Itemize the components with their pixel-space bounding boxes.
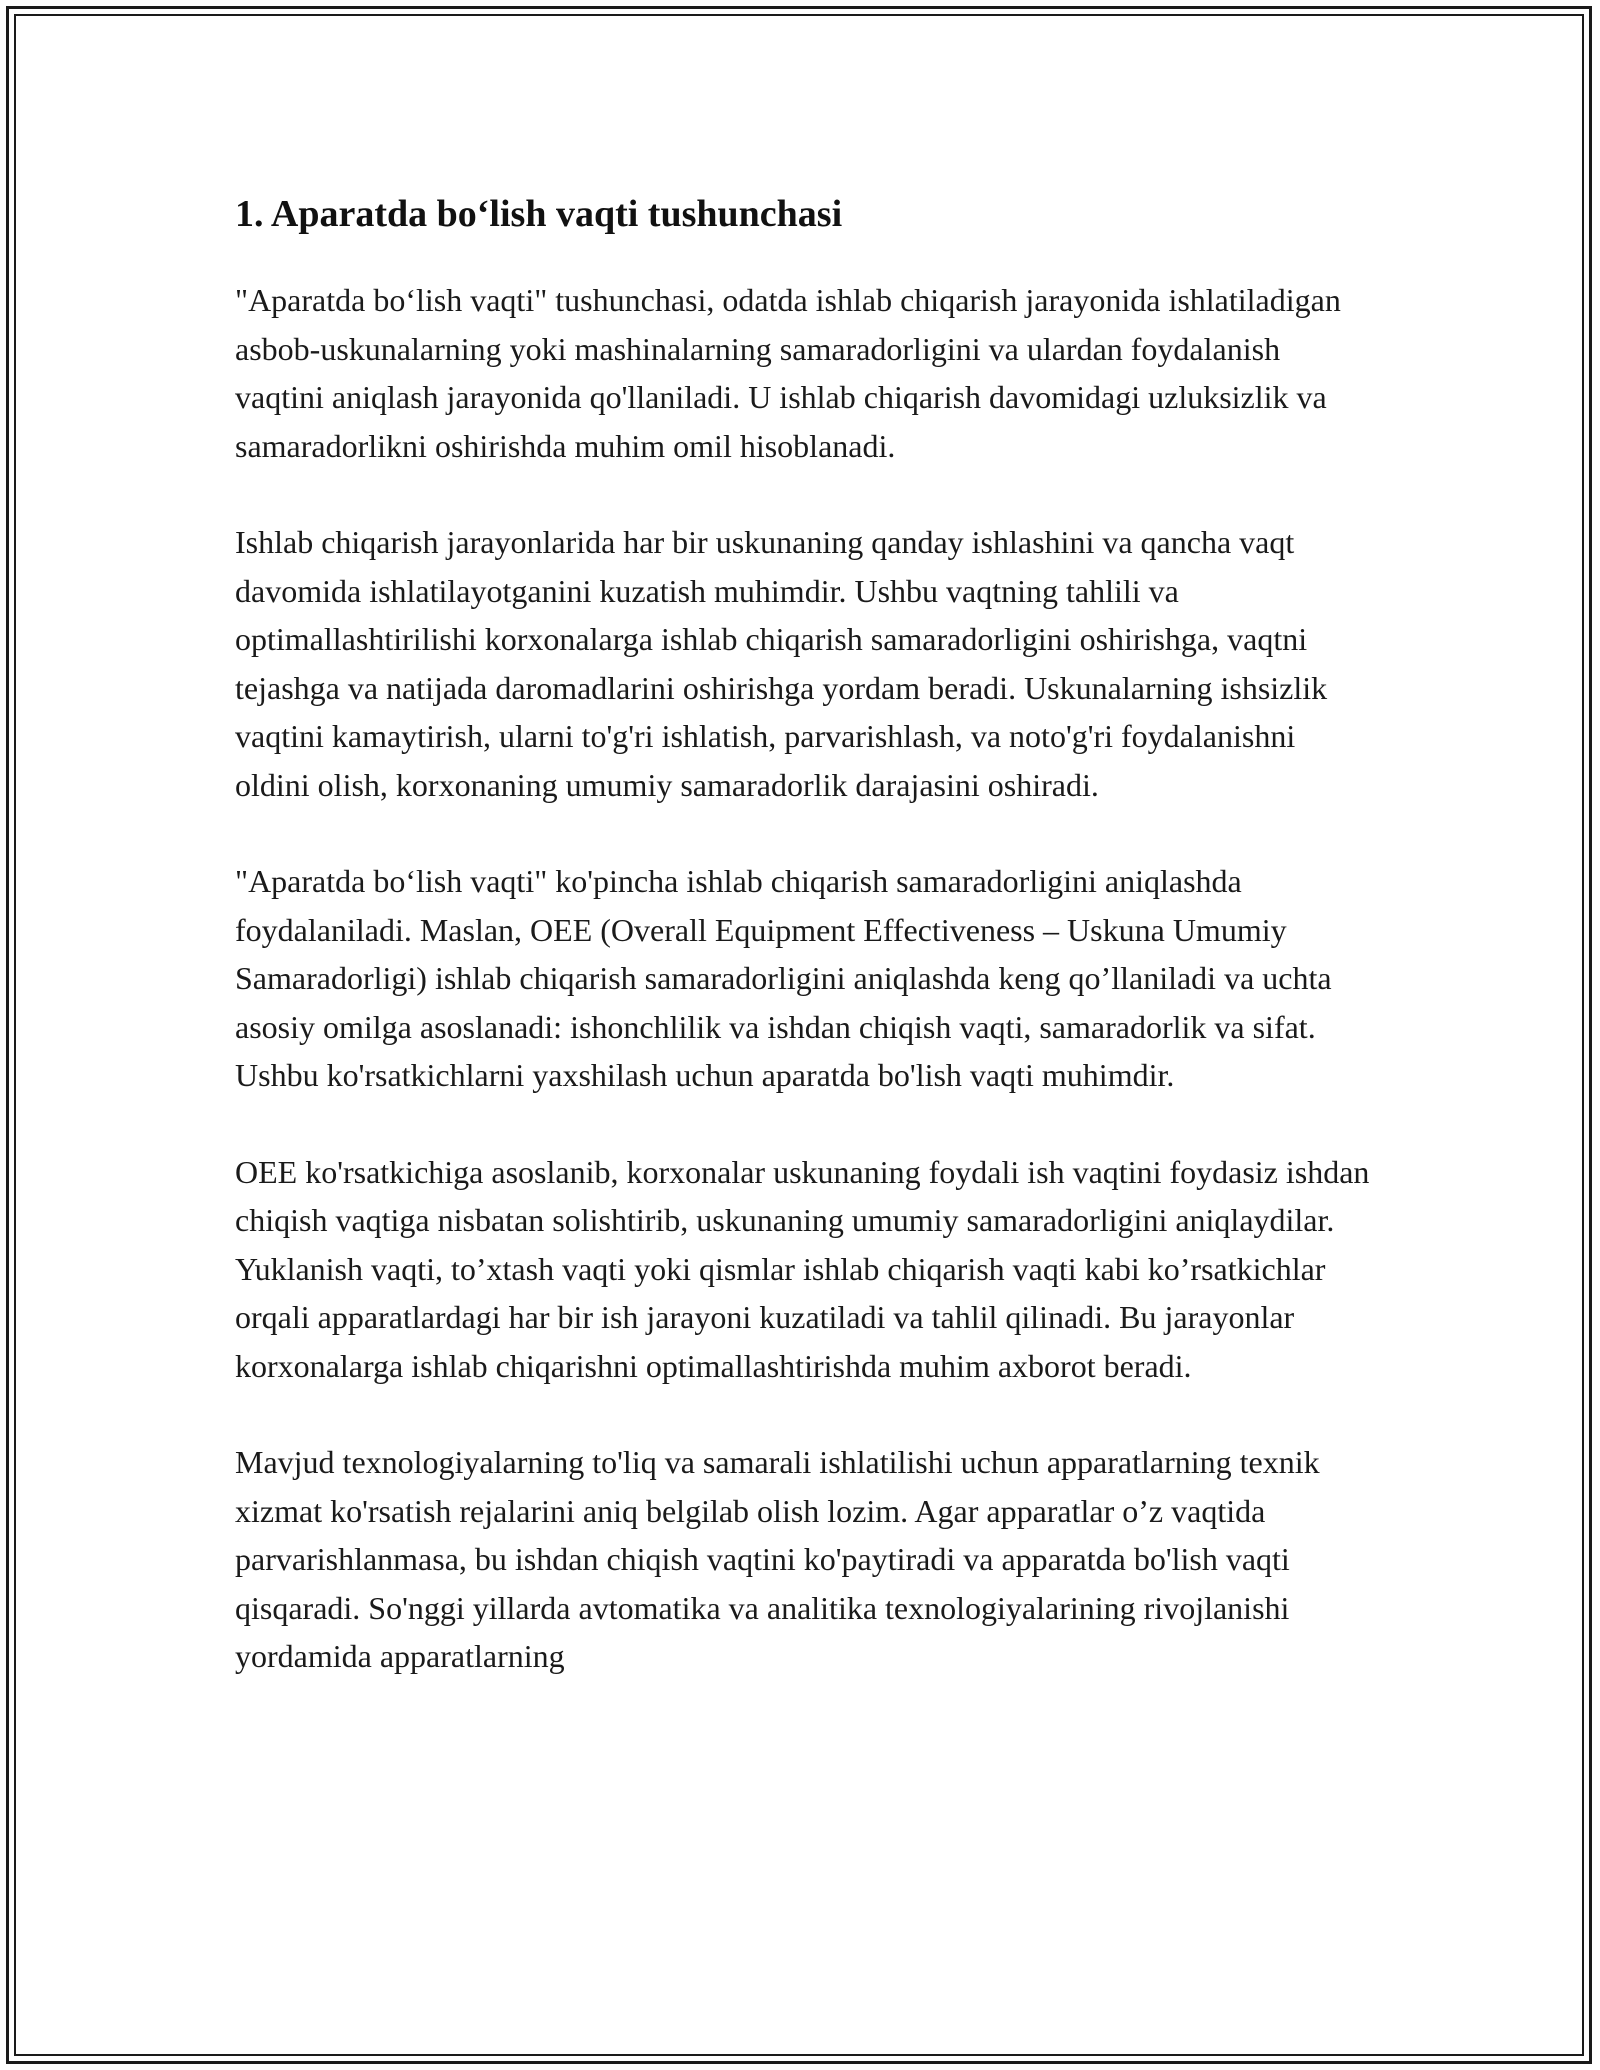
paragraph: Mavjud texnologiyalarning to'liq va samarali ishlatilishi uchun apparatlarning texnik xizmat ko'rsatish rejalarini aniq belgilab olish lozim. Agar apparatlar o’z vaqtida parvarishlanmasa, bu ishdan chiqish vaqtini ko'paytiradi va apparatda bo'lish vaqti qisqaradi. So'nggi yillarda avtomatika va analitika texnologiyalarining rivojlanishi yordamida apparatlarning bbox=[235, 1444, 1320, 1674]
document-body bbox=[235, 186, 1375, 1681]
paragraph: "Aparatda bo‘lish vaqti" tushunchasi, odatda ishlab chiqarish jarayonida ishlatiladigan asbob-uskunalarning yoki mashinalarning samaradorligini va ulardan foydalanish vaqtini aniqlash jarayonida qo'llaniladi. U ishlab chiqarish davomidagi uzluksizlik va samaradorlikni oshirishda muhim omil hisoblanadi. bbox=[235, 282, 1341, 464]
section-heading: 1. Aparatda bo‘lish vaqti tushunchasi bbox=[235, 193, 843, 235]
paragraph: "Aparatda bo‘lish vaqti" ko'pincha ishlab chiqarish samaradorligini aniqlashda foydalaniladi. Maslan, OEE (Overall Equipment Effectiveness – Uskuna Umumiy Samaradorligi) ishlab chiqarish samaradorligini aniqlashda keng qo’llaniladi va uchta asosiy omilga asoslanadi: ishonchlilik va ishdan chiqish vaqti, samaradorlik va sifat. Ushbu ko'rsatkichlarni yaxshilash uchun aparatda bo'lish vaqti muhimdir. bbox=[235, 863, 1332, 1093]
paragraph: OEE ko'rsatkichiga asoslanib, korxonalar uskunaning foydali ish vaqtini foydasiz ishdan chiqish vaqtiga nisbatan solishtirib, uskunaning umumiy samaradorligini aniqlaydilar. Yuklanish vaqti, to’xtash vaqti yoki qismlar ishlab chiqarish vaqti kabi ko’rsatkichlar orqali apparatlardagi har bir ish jarayoni kuzatiladi va tahlil qilinadi. Bu jarayonlar korxonalarga ishlab chiqarishni optimallashtirishda muhim axborot beradi. bbox=[235, 1153, 1370, 1384]
paragraph: Ishlab chiqarish jarayonlarida har bir uskunaning qanday ishlashini va qancha vaqt davomida ishlatilayotganini kuzatish muhimdir. Ushbu vaqtning tahlili va optimallashtirilishi korxonalarga ishlab chiqarish samaradorligini oshirishga, vaqtni tejashga va natijada daromadlarini oshirishga yordam beradi. Uskunalarning ishsizlik vaqtini kamaytirish, ularni to'g'ri ishlatish, parvarishlash, va noto'g'ri foydalanishni oldini olish, korxonaning umumiy samaradorlik darajasini oshiradi. bbox=[235, 524, 1328, 803]
